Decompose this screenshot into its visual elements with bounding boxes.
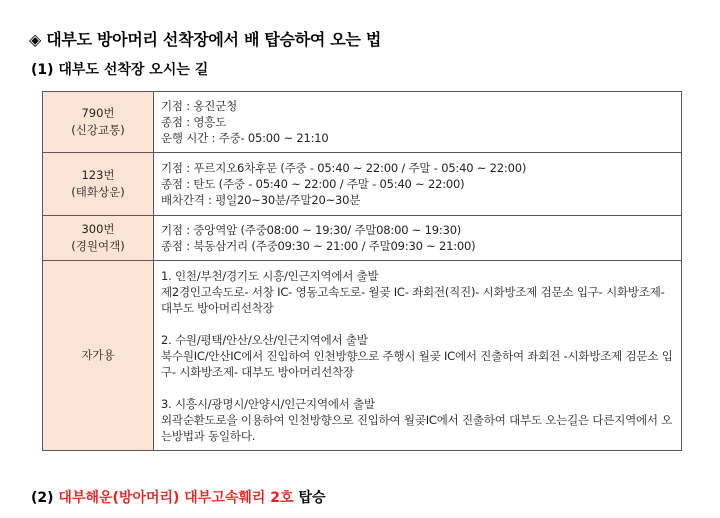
route-number: 123번 (81, 168, 115, 182)
route-info-line: 기점 : 옹진군청 (161, 99, 238, 113)
table-row (43, 261, 682, 451)
car-section-heading: 1. 인천/부천/경기도 시흥/인근지역에서 출발 (161, 268, 379, 283)
route-table (42, 91, 682, 451)
ferry-heading-prefix: (2) (31, 490, 59, 506)
spacer (161, 380, 674, 396)
route-info-cell (154, 216, 682, 261)
route-number: 790번 (81, 106, 115, 120)
ferry-heading-suffix: 탑승 (293, 490, 326, 506)
route-operator: (태화상운) (71, 185, 125, 199)
route-info-line: 종점 : 영흥도 (161, 115, 227, 129)
car-section-body: 북수원IC/안산IC에서 진입하여 인천방향으로 주행시 월곶 IC에서 진출하여 좌회전 -시화방조제 검문소 입구- 시화방조제- 대부도 방아머리선착장 (161, 348, 673, 379)
car-section-heading: 3. 시흥시/광명시/안양시/인근지역에서 출발 (161, 396, 375, 411)
table-row (43, 216, 682, 261)
car-section-heading: 2. 수원/평택/안산/오산/인근지역에서 출발 (161, 332, 368, 347)
route-info-line: 기점 : 푸르지오6차후문 (주중 - 05:40 ~ 22:00 / 주말 - 05:40 ~ 22:00) (161, 161, 527, 175)
route-label-cell (43, 92, 154, 153)
route-info-cell (154, 153, 682, 216)
route-operator: (신강교통) (71, 123, 125, 137)
car-label: 자가용 (81, 348, 115, 362)
car-section-body: 외곽순환도로을 이용하여 인천방향으로 진입하여 월곶IC에서 진출하여 대부도 오는길은 다른지역에서 오는방법과 동일하다. (161, 412, 673, 443)
route-operator: (경원여객) (71, 239, 125, 253)
route-label-cell (43, 216, 154, 261)
car-info-cell (154, 261, 682, 451)
section-heading-ferry (31, 487, 326, 507)
route-info-line: 종점 : 북동삼거리 (주중09:30 ~ 21:00 / 주말09:30 ~ 21:00) (161, 239, 476, 253)
page-title: ◈ 대부도 방아머리 선착장에서 배 탑승하여 오는 법 (29, 30, 382, 49)
route-info-line: 배차간격 : 평일20~30분/주말20~30분 (161, 193, 361, 207)
route-info-line: 종점 : 탄도 (주중 - 05:40 ~ 22:00 / 주말 - 05:40 ~ 22:00) (161, 177, 465, 191)
car-label-cell (43, 261, 154, 451)
table-row (43, 92, 682, 153)
section-heading-directions: (1) 대부도 선착장 오시는 길 (31, 62, 209, 78)
route-info-line: 기점 : 중앙역앞 (주중08:00 ~ 19:30/ 주말08:00 ~ 19:30) (161, 223, 462, 237)
table-row (43, 153, 682, 216)
car-section-body: 제2경인고속도로- 서창 IC- 영동고속도로- 월곶 IC- 좌회전(직진)- 시화방조제 검문소 입구- 시화방조제- 대부도 방아머리선착장 (161, 284, 665, 315)
route-number: 300번 (81, 222, 115, 236)
ferry-name-highlight: 대부해운(방아머리) 대부고속훼리 2호 (58, 490, 294, 506)
route-label-cell (43, 153, 154, 216)
route-info-cell (154, 92, 682, 153)
spacer (161, 316, 674, 332)
route-info-line: 운행 시간 : 주중- 05:00 ~ 21:10 (161, 131, 329, 145)
